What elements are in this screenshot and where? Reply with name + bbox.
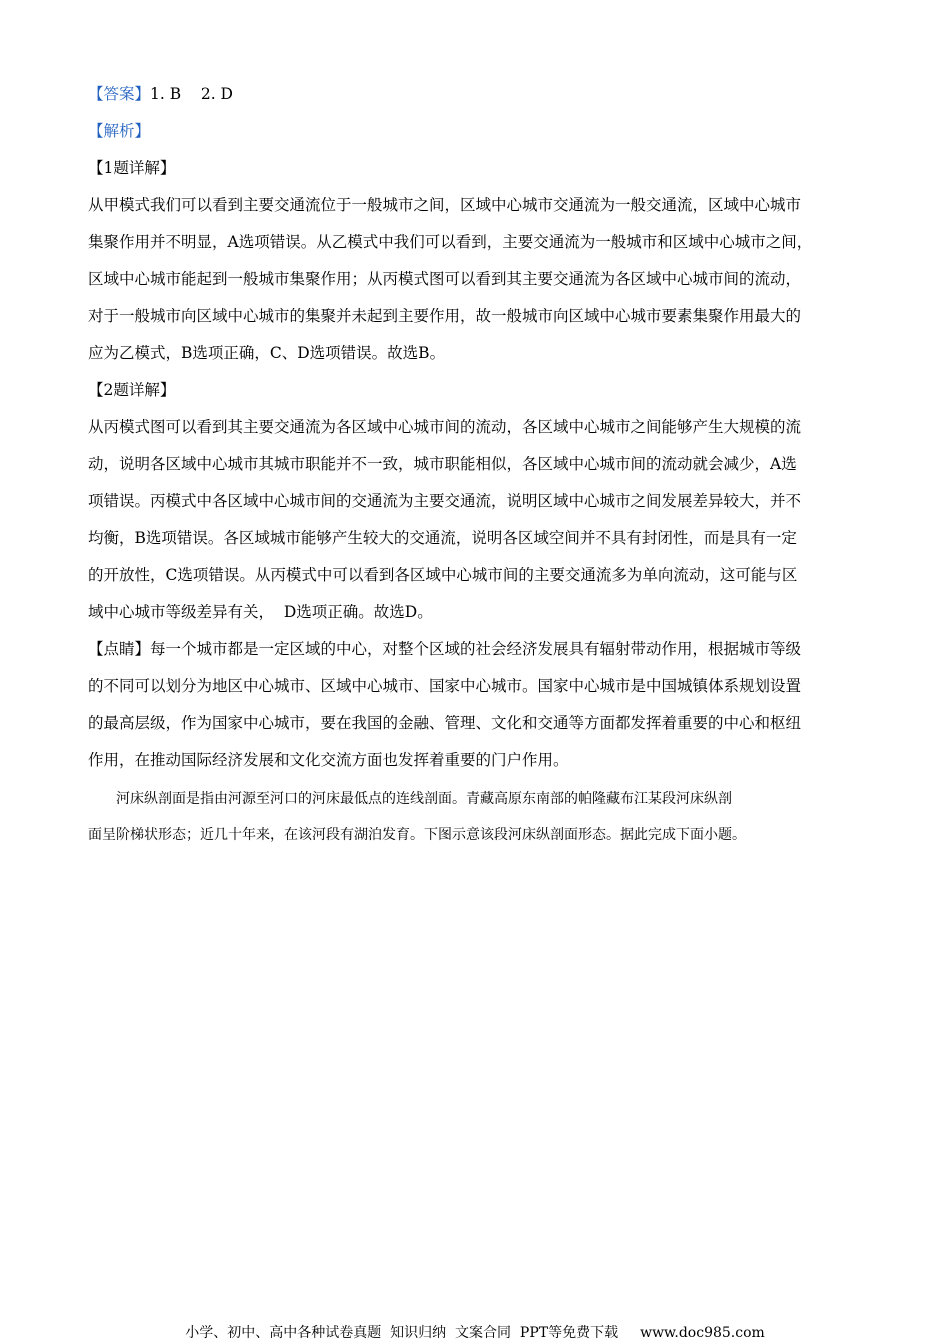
tip-line: 作用，在推动国际经济发展和文化交流方面也发挥着重要的门户作用。 xyxy=(88,751,569,769)
q2-heading: 【2题详解】 xyxy=(88,381,176,399)
tip-line: 的最高层级，作为国家中心城市，要在我国的金融、管理、文化和交通等方面都发挥着重要的中心和枢纽 xyxy=(88,714,802,732)
q2-line: 均衡，B选项错误。各区域城市能够产生较大的交通流，说明各区域空间并不具有封闭性，而是具有一定 xyxy=(88,529,797,547)
next-question-line: 面呈阶梯状形态；近几十年来，在该河段有湖泊发育。下图示意该段河床纵剖面形态。据此完成下面小题。 xyxy=(88,827,746,843)
analysis-label: 【解析】 xyxy=(88,122,151,140)
answer-label: 【答案】 xyxy=(88,85,151,103)
next-question-line: 河床纵剖面是指由河源至河口的河床最低点的连线剖面。青藏高原东南部的帕隆藏布江某段河床纵剖 xyxy=(116,791,732,807)
next-question-intro xyxy=(88,781,863,853)
q1-explanation xyxy=(88,187,863,372)
footer-text: 小学、初中、高中各种试卷真题 知识归纳 文案合同 PPT等免费下载 xyxy=(185,1325,619,1341)
q1-line: 对于一般城市向区域中心城市的集聚并未起到主要作用，故一般城市向区域中心城市要素集聚作用最大的 xyxy=(88,307,802,325)
q2-line: 项错误。丙模式中各区域中心城市间的交通流为主要交通流，说明区域中心城市之间发展差异较大，并不 xyxy=(88,492,802,510)
q2-explanation xyxy=(88,409,863,631)
q2-line: 的开放性，C选项错误。从丙模式中可以看到各区域中心城市间的主要交通流多为单向流动，这可能与区 xyxy=(88,566,798,584)
q1-line: 应为乙模式，B选项正确，C、D选项错误。故选B。 xyxy=(88,344,446,362)
q1-line: 从甲模式我们可以看到主要交通流位于一般城市之间，区域中心城市交通流为一般交通流，区域中心城市 xyxy=(88,196,802,214)
q1-heading: 【1题详解】 xyxy=(88,159,176,177)
q2-line: 从丙模式图可以看到其主要交通流为各区域中心城市间的流动，各区域中心城市之间能够产生大规模的流 xyxy=(88,418,802,436)
answer-line xyxy=(88,76,863,113)
page-content xyxy=(88,76,863,853)
answer-text: 1. B 2. D xyxy=(150,85,233,103)
q1-line: 集聚作用并不明显，A选项错误。从乙模式中我们可以看到，主要交通流为一般城市和区域中心城市之间， xyxy=(88,233,813,251)
q2-line: 动，说明各区域中心城市其城市职能并不一致，城市职能相似，各区域中心城市间的流动就会减少，A选 xyxy=(88,455,797,473)
q2-line: 域中心城市等级差异有关， D选项正确。故选D。 xyxy=(88,603,433,621)
q1-line: 区域中心城市能起到一般城市集聚作用；从丙模式图可以看到其主要交通流为各区域中心城市间的流动， xyxy=(88,270,802,288)
tip-section xyxy=(88,631,863,779)
tip-line: 的不同可以划分为地区中心城市、区域中心城市、国家中心城市。国家中心城市是中国城镇体系规划设置 xyxy=(88,677,802,695)
page-footer xyxy=(0,1322,950,1342)
tip-line: 每一个城市都是一定区域的中心，对整个区域的社会经济发展具有辐射带动作用，根据城市等级 xyxy=(150,640,802,658)
tip-first-line xyxy=(88,631,863,668)
analysis-line xyxy=(88,113,863,150)
tip-label: 【点睛】 xyxy=(88,640,151,658)
footer-url[interactable]: www.doc985.com xyxy=(640,1325,765,1341)
